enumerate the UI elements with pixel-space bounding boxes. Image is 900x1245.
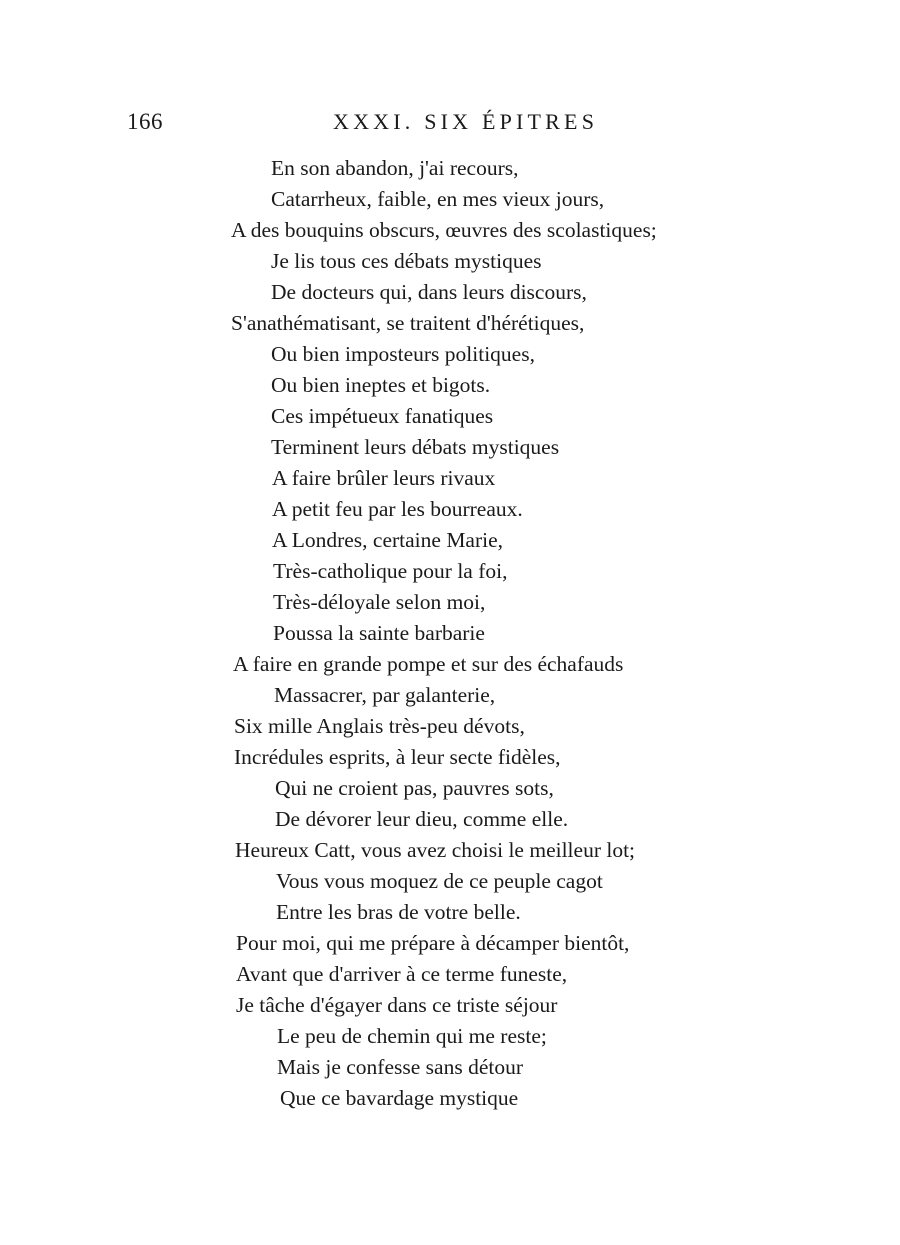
verse-line: Le peu de chemin qui me reste; <box>277 1024 547 1048</box>
verse-line: A des bouquins obscurs, œuvres des scolastiques; <box>231 218 657 242</box>
verse-line: Mais je confesse sans détour <box>277 1055 523 1079</box>
verse-line: Pour moi, qui me prépare à décamper bientôt, <box>236 931 630 955</box>
verse-line: Très-déloyale selon moi, <box>273 590 486 614</box>
verse-line: Ces impétueux fanatiques <box>271 404 494 428</box>
verse-line: Ou bien imposteurs politiques, <box>271 342 535 366</box>
verse-line: Qui ne croient pas, pauvres sots, <box>275 776 554 800</box>
verse-line: Heureux Catt, vous avez choisi le meilleur lot; <box>235 838 636 862</box>
verse-line: A Londres, certaine Marie, <box>272 528 504 552</box>
verse-line: De dévorer leur dieu, comme elle. <box>275 807 569 831</box>
page-number: 166 <box>127 109 163 134</box>
verse-line: Vous vous moquez de ce peuple cagot <box>276 869 603 893</box>
verse-line: Je tâche d'égayer dans ce triste séjour <box>236 993 558 1017</box>
verse-line: Massacrer, par galanterie, <box>274 683 496 707</box>
verse-line: Ou bien ineptes et bigots. <box>271 373 491 397</box>
verse-line: Je lis tous ces débats mystiques <box>271 249 542 273</box>
verse-line: Entre les bras de votre belle. <box>276 900 521 924</box>
verse-line: Six mille Anglais très-peu dévots, <box>234 714 525 738</box>
verse-line: A faire brûler leurs rivaux <box>272 466 496 490</box>
verse-line: S'anathématisant, se traitent d'hérétiques, <box>231 311 585 335</box>
verse-line: En son abandon, j'ai recours, <box>271 156 519 180</box>
verse-line: De docteurs qui, dans leurs discours, <box>271 280 587 304</box>
verse-line: Que ce bavardage mystique <box>280 1086 519 1110</box>
verse-line: A faire en grande pompe et sur des échafauds <box>233 652 624 676</box>
running-title: XXXI. SIX ÉPITRES <box>333 109 599 134</box>
verse-line: Très-catholique pour la foi, <box>273 559 508 583</box>
verse-line: Terminent leurs débats mystiques <box>271 435 560 459</box>
verse-line: Avant que d'arriver à ce terme funeste, <box>236 962 568 986</box>
verse-line: Incrédules esprits, à leur secte fidèles, <box>234 745 561 769</box>
verse-line: Poussa la sainte barbarie <box>273 621 485 645</box>
verse-line: Catarrheux, faible, en mes vieux jours, <box>271 187 605 211</box>
verse-line: A petit feu par les bourreaux. <box>272 497 523 521</box>
